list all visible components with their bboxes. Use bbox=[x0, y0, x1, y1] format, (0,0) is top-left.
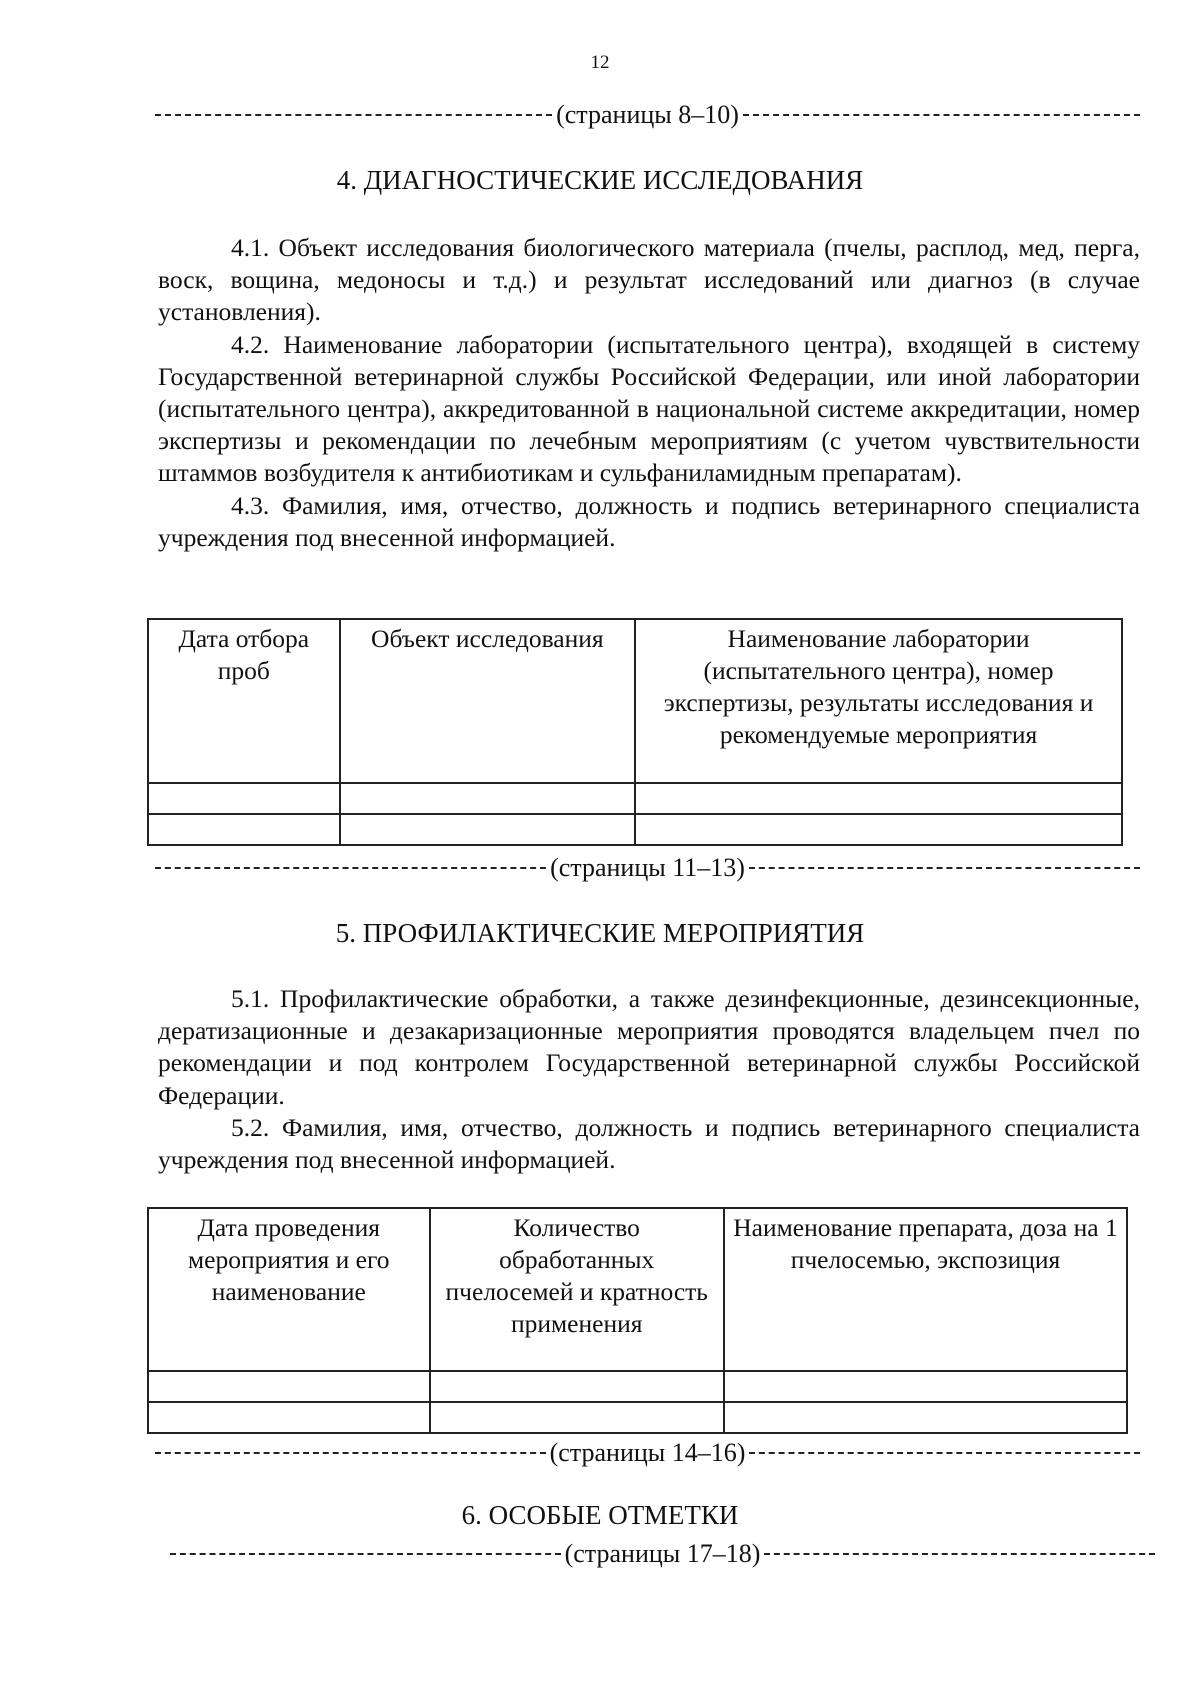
page-range-separator bbox=[155, 1438, 1140, 1468]
column-header-research-object: Объект исследования bbox=[340, 619, 635, 783]
diagnostics-table bbox=[147, 618, 1123, 846]
page-range-separator bbox=[155, 853, 1140, 883]
dashed-line bbox=[170, 1553, 561, 1555]
table-cell[interactable] bbox=[724, 1371, 1127, 1402]
table-row bbox=[148, 783, 1122, 814]
section-5-heading: 5. ПРОФИЛАКТИЧЕСКИЕ МЕРОПРИЯТИЯ bbox=[335, 918, 865, 948]
page-range-separator bbox=[155, 100, 1140, 130]
section-4-heading: 4. ДИАГНОСТИЧЕСКИЕ ИССЛЕДОВАНИЯ bbox=[336, 165, 864, 195]
table-cell[interactable] bbox=[635, 814, 1122, 845]
column-header-laboratory: Наименование лаборатории (испытательного центра), номер экспертизы, результаты исследования и рекомендуемые мероприятия bbox=[635, 619, 1122, 783]
dashed-line bbox=[155, 114, 552, 116]
paragraph-4-3: 4.3. Фамилия, имя, отчество, должность и подпись ветеринарного специалиста учреждения под внесенной информацией. bbox=[158, 490, 1140, 552]
table-row bbox=[148, 1402, 1127, 1433]
dashed-line bbox=[155, 1452, 546, 1454]
table-cell[interactable] bbox=[340, 814, 635, 845]
table-cell[interactable] bbox=[340, 783, 635, 814]
page-range-separator bbox=[170, 1539, 1155, 1569]
paragraph-4-2: 4.2. Наименование лаборатории (испытательного центра), входящей в систему Государственной ветеринарной службы Российской Федерации, или иной лаборатории (испытательного центра), аккредитованной в национальной системе аккредитации, номер экспертизы и рекомендации по лечебным мероприятиям (с учетом чувствительности штаммов возбудителя к антибиотикам и сульфаниламидным препаратам). bbox=[158, 329, 1140, 488]
page-range-label: (страницы 17–18) bbox=[564, 1539, 761, 1568]
section-6-heading: 6. ОСОБЫЕ ОТМЕТКИ bbox=[461, 1500, 739, 1530]
page-range-label: (страницы 11–13) bbox=[550, 853, 745, 882]
page-number: 12 bbox=[590, 52, 610, 73]
table-cell[interactable] bbox=[724, 1402, 1127, 1433]
paragraph-5-1: 5.1. Профилактические обработки, а также дезинфекционные, дезинсекционные, дератизационные и дезакаризационные мероприятия проводятся владельцем пчел по рекомендации и под контролем Государственной ветеринарной службы Российской Федерации. bbox=[158, 984, 1140, 1110]
column-header-event-date: Дата проведения мероприятия и его наименование bbox=[148, 1208, 430, 1371]
column-header-sampling-date: Дата отбора проб bbox=[148, 619, 340, 783]
table-cell[interactable] bbox=[635, 783, 1122, 814]
dashed-line bbox=[749, 867, 1140, 869]
table-cell[interactable] bbox=[148, 1402, 430, 1433]
table-row bbox=[148, 814, 1122, 845]
section-4-text bbox=[158, 232, 1140, 554]
prevention-table bbox=[147, 1207, 1128, 1434]
dashed-line bbox=[155, 867, 546, 869]
table-cell[interactable] bbox=[430, 1402, 724, 1433]
table-row bbox=[148, 1371, 1127, 1402]
paragraph-5-2: 5.2. Фамилия, имя, отчество, должность и подпись ветеринарного специалиста учреждения под внесенной информацией. bbox=[158, 1112, 1140, 1175]
table-cell[interactable] bbox=[148, 783, 340, 814]
page-range-label: (страницы 14–16) bbox=[549, 1438, 746, 1467]
column-header-treated-colonies: Количество обработанных пчелосемей и кратность применения bbox=[430, 1208, 724, 1371]
table-cell[interactable] bbox=[148, 1371, 430, 1402]
paragraph-4-1: 4.1. Объект исследования биологического материала (пчелы, расплод, мед, перга, воск, вощина, медоносы и т.д.) и результат исследований или диагноз (в случае установления). bbox=[158, 233, 1140, 327]
dashed-line bbox=[764, 1553, 1155, 1555]
table-cell[interactable] bbox=[430, 1371, 724, 1402]
dashed-line bbox=[749, 1452, 1140, 1454]
table-header-row bbox=[148, 1208, 1127, 1371]
section-5-text bbox=[158, 983, 1140, 1176]
table-header-row bbox=[148, 619, 1122, 783]
page-range-label: (страницы 8–10) bbox=[556, 100, 739, 129]
dashed-line bbox=[743, 114, 1140, 116]
table-cell[interactable] bbox=[148, 814, 340, 845]
column-header-drug: Наименование препарата, доза на 1 пчелосемью, экспозиция bbox=[724, 1208, 1127, 1371]
